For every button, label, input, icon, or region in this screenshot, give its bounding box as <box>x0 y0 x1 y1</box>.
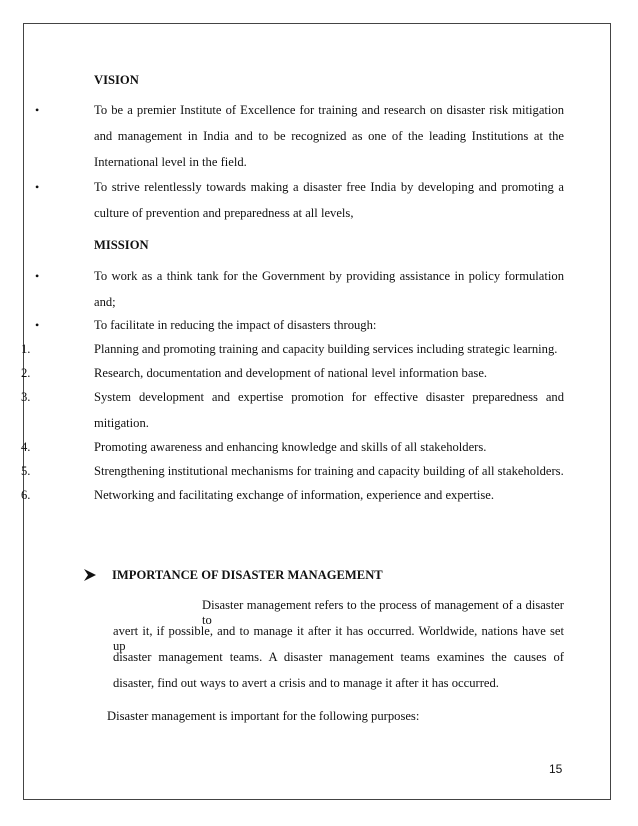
bullet-icon: • <box>35 318 40 332</box>
list-item: Planning and promoting training and capacity building services including strategic learning. <box>94 342 558 356</box>
bullet-icon: • <box>35 180 40 194</box>
list-item: Strengthening institutional mechanisms for training and capacity building of all stakeholders. <box>94 464 564 478</box>
importance-heading: IMPORTANCE OF DISASTER MANAGEMENT <box>112 568 383 582</box>
mission-heading: MISSION <box>94 238 149 252</box>
vision-bullet-2-line-1: To strive relentlessly towards making a disaster free India by developing and promoting a <box>94 180 564 194</box>
importance-paragraph-line-2: avert it, if possible, and to manage it after it has occurred. Worldwide, nations have set up <box>113 624 564 653</box>
list-number: 2. <box>21 366 31 380</box>
importance-closing: Disaster management is important for the following purposes: <box>107 709 420 723</box>
vision-heading: VISION <box>94 73 139 87</box>
mission-bullet-1-line-1: To work as a think tank for the Government by providing assistance in policy formulation <box>94 269 564 283</box>
list-item-continuation: mitigation. <box>94 416 149 430</box>
mission-bullet-2-line-1: To facilitate in reducing the impact of disasters through: <box>94 318 377 332</box>
page-number: 15 <box>549 762 563 776</box>
vision-bullet-1-line-1: To be a premier Institute of Excellence for training and research on disaster risk mitigation <box>94 103 564 117</box>
importance-paragraph-line-4: disaster, find out ways to avert a crisis and to manage it after it has occurred. <box>113 676 499 690</box>
bullet-icon: • <box>35 269 40 283</box>
bullet-icon: • <box>35 103 40 117</box>
list-number: 3. <box>21 390 31 404</box>
vision-bullet-1-line-2: and management in India and to be recognized as one of the leading Institutions at the <box>94 129 564 143</box>
list-number: 6. <box>21 488 31 502</box>
list-item: Promoting awareness and enhancing knowledge and skills of all stakeholders. <box>94 440 487 454</box>
list-number: 4. <box>21 440 31 454</box>
importance-paragraph-line-1: Disaster management refers to the process of management of a disaster to <box>202 598 564 627</box>
importance-paragraph-line-3: disaster management teams. A disaster management teams examines the causes of <box>113 650 564 664</box>
arrow-bullet-icon <box>83 568 97 582</box>
vision-bullet-2-line-2: culture of prevention and preparedness at all levels, <box>94 206 354 220</box>
list-number: 5. <box>21 464 31 478</box>
list-item: System development and expertise promotion for effective disaster preparedness and <box>94 390 564 404</box>
vision-bullet-1-line-3: International level in the field. <box>94 155 247 169</box>
list-item: Networking and facilitating exchange of information, experience and expertise. <box>94 488 495 502</box>
list-number: 1. <box>21 342 31 356</box>
mission-bullet-1-line-2: and; <box>94 295 116 309</box>
list-item: Research, documentation and development of national level information base. <box>94 366 488 380</box>
